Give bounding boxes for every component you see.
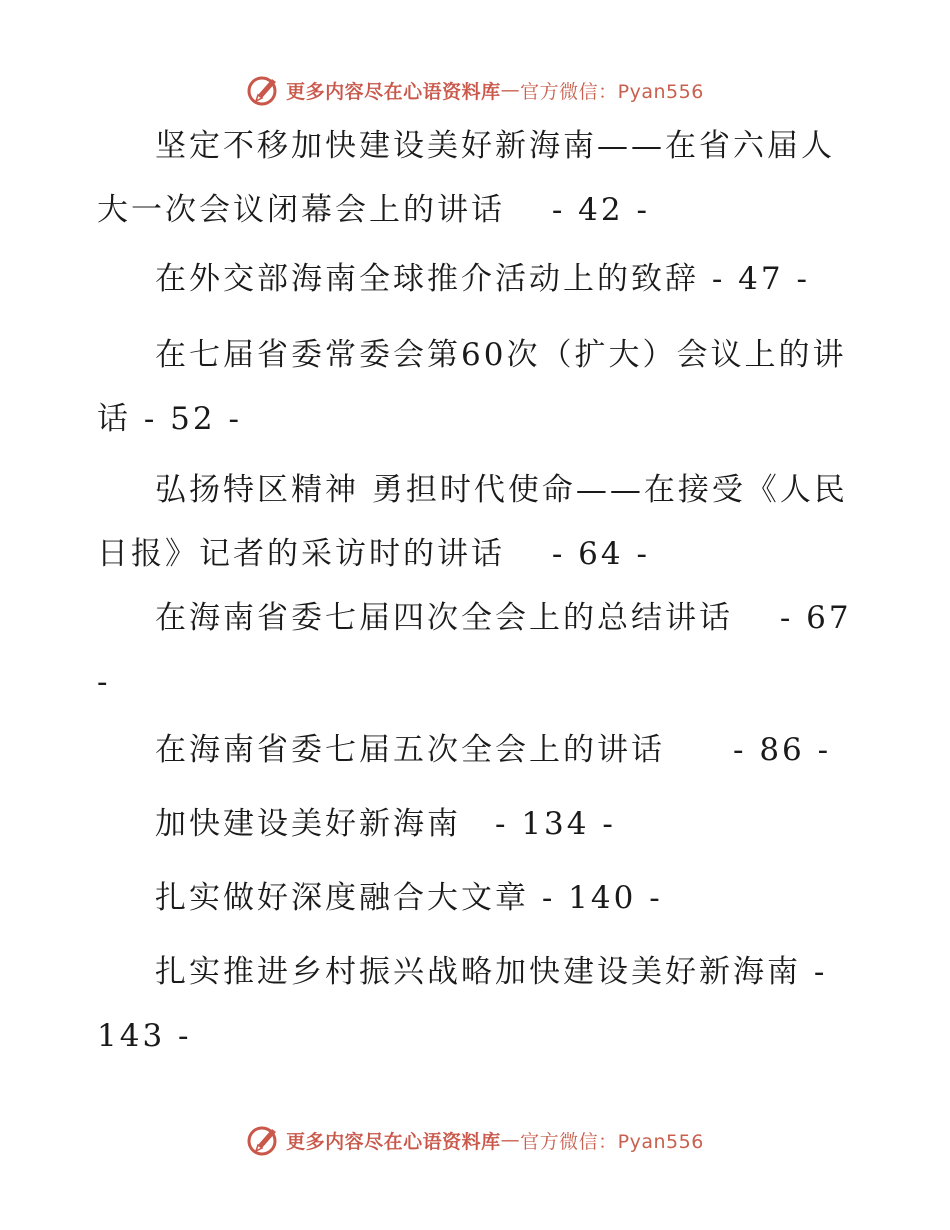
toc-entry: 在七届省委常委会第60次（扩大）会议上的讲话 - 52 - xyxy=(97,337,847,437)
toc-entry: 扎实推进乡村振兴战略加快建设美好新海南 - 143 - xyxy=(97,954,828,1054)
watermark-wechat-text: 官方微信：Pyan556 xyxy=(520,80,704,103)
watermark-separator: — xyxy=(500,79,521,101)
toc-entry: 弘扬特区精神 勇担时代使命——在接受《人民日报》记者的采访时的讲话 - 64 - xyxy=(97,472,848,572)
pen-logo-icon xyxy=(246,73,280,107)
watermark-main-text: 更多内容尽在心语资料库 xyxy=(286,80,501,103)
toc-entry: 加快建设美好新海南 - 134 - xyxy=(155,806,616,842)
toc-entry: 扎实做好深度融合大文章 - 140 - xyxy=(155,880,663,916)
toc-entry: 坚定不移加快建设美好新海南——在省六届人大一次会议闭幕会上的讲话 - 42 - xyxy=(97,128,835,228)
toc-entry: 在外交部海南全球推介活动上的致辞 - 47 - xyxy=(155,261,810,297)
watermark-wechat-text: 官方微信：Pyan556 xyxy=(520,1130,704,1153)
footer-watermark xyxy=(0,1120,950,1160)
watermark-main-text: 更多内容尽在心语资料库 xyxy=(286,1130,501,1153)
toc-entry: 在海南省委七届四次全会上的总结讲话 - 67 - xyxy=(97,600,852,700)
pen-logo-icon xyxy=(246,1123,280,1157)
toc-entry: 在海南省委七届五次全会上的讲话 - 86 - xyxy=(155,732,832,768)
header-watermark xyxy=(0,70,950,110)
watermark-separator: — xyxy=(500,1129,521,1151)
